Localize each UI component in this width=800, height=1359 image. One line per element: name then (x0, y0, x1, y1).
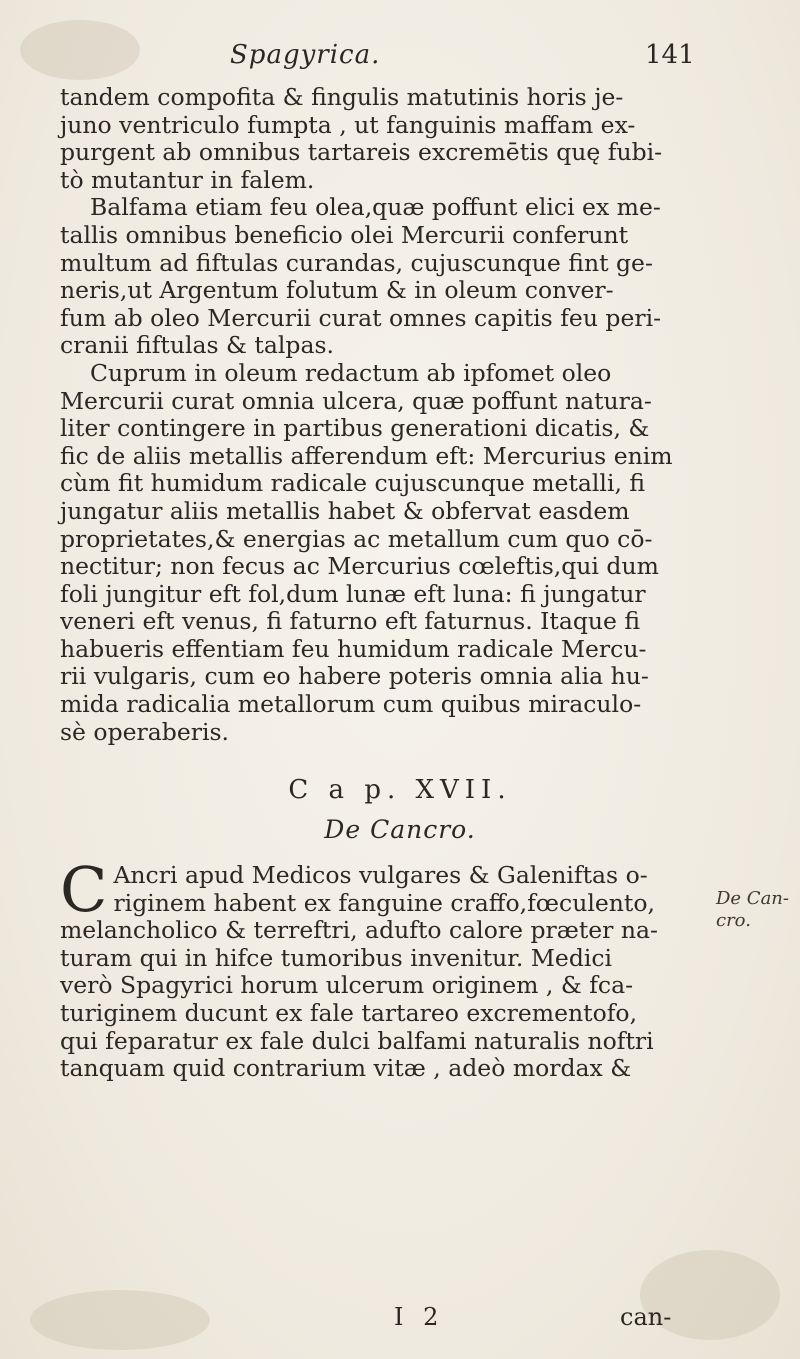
body-text (60, 84, 750, 746)
text-line: turam qui in hifce tumoribus invenitur. Medici (60, 943, 613, 972)
text-line: jungatur aliis metallis habet & obfervat easdem (60, 496, 630, 525)
text-line: tanquam quid contrarium vitæ , adeò mordax & (60, 1054, 632, 1083)
text-line: qui feparatur ex fale dulci balfami naturalis noftri (60, 1026, 654, 1055)
text-line: Mercurii curat omnia ulcera, quæ poffunt natura- (60, 386, 652, 415)
text-line: multum ad fiftulas curandas, cujuscunque fint ge- (60, 248, 653, 277)
chapter-title: De Cancro. (324, 815, 476, 844)
text-line: Cuprum in oleum redactum ab ipfomet oleo (90, 358, 612, 387)
chapter-body (60, 853, 720, 1083)
text-line: turiginem ducunt ex fale tartareo excrementofo, (60, 998, 638, 1027)
text-line: tallis omnibus beneficio olei Mercurii conferunt (60, 220, 629, 249)
page-number: 141 (645, 40, 695, 70)
signature-mark: I 2 (394, 1303, 445, 1331)
text-line: proprietates,& energias ac metallum cum quo cō- (60, 524, 653, 553)
marginal-note-line: cro. (716, 910, 751, 931)
text-line: riginem habent ex fanguine craffo,fœculento, (113, 888, 655, 917)
text-line: cùm fit humidum radicale cujuscunque metalli, fi (60, 469, 646, 498)
text-line: rii vulgaris, cum eo habere poteris omnia alia hu- (60, 662, 649, 691)
text-line: Balfama etiam feu olea,quæ poffunt elici ex me- (90, 193, 661, 222)
text-line: purgent ab omnibus tartareis excremētis quę fubi- (60, 138, 663, 167)
text-line: verò Spagyrici horum ulcerum originem , & fca- (60, 971, 634, 1000)
text-line: sè operaberis. (60, 717, 230, 746)
text-line: foli jungitur eft fol,dum lunæ eft luna: fi jungatur (60, 579, 646, 608)
text-line: veneri eft venus, fi faturno eft faturnus. Itaque fi (60, 607, 641, 636)
text-line: liter contingere in partibus generationi dicatis, & (60, 414, 650, 443)
text-line: cranii fiftulas & talpas. (60, 331, 334, 360)
text-line: fum ab oleo Mercurii curat omnes capitis feu peri- (60, 303, 662, 332)
chapter-number: C a p. XVII. (288, 775, 512, 805)
chapter-heading (60, 775, 740, 844)
drop-capital: C (60, 853, 108, 926)
text-line: fic de aliis metallis afferendum eft: Mercurius enim (60, 441, 673, 470)
text-line: melancholico & terreftri, adufto calore præter na- (60, 916, 658, 945)
text-line: juno ventriculo fumpta , ut fanguinis maffam ex- (60, 110, 636, 139)
catchword: can- (620, 1303, 672, 1331)
text-line: nectitur; non fecus ac Mercurius cœleftis,qui dum (60, 552, 659, 581)
text-line: tandem compofita & fingulis matutinis horis je- (60, 83, 624, 111)
text-line: tò mutantur in falem. (60, 165, 315, 194)
marginal-note-line: De Can- (716, 888, 789, 909)
text-line: neris,ut Argentum folutum & in oleum conver- (60, 276, 614, 305)
text-line: habueris effentiam feu humidum radicale Mercu- (60, 634, 647, 663)
marginal-note (716, 888, 789, 932)
running-title: Spagyrica. (230, 40, 381, 70)
page-header (60, 40, 740, 80)
text-line: mida radicalia metallorum cum quibus miraculo- (60, 690, 642, 719)
text-line: Ancri apud Medicos vulgares & Galeniftas o- (113, 861, 648, 889)
page-footer (60, 1303, 750, 1339)
